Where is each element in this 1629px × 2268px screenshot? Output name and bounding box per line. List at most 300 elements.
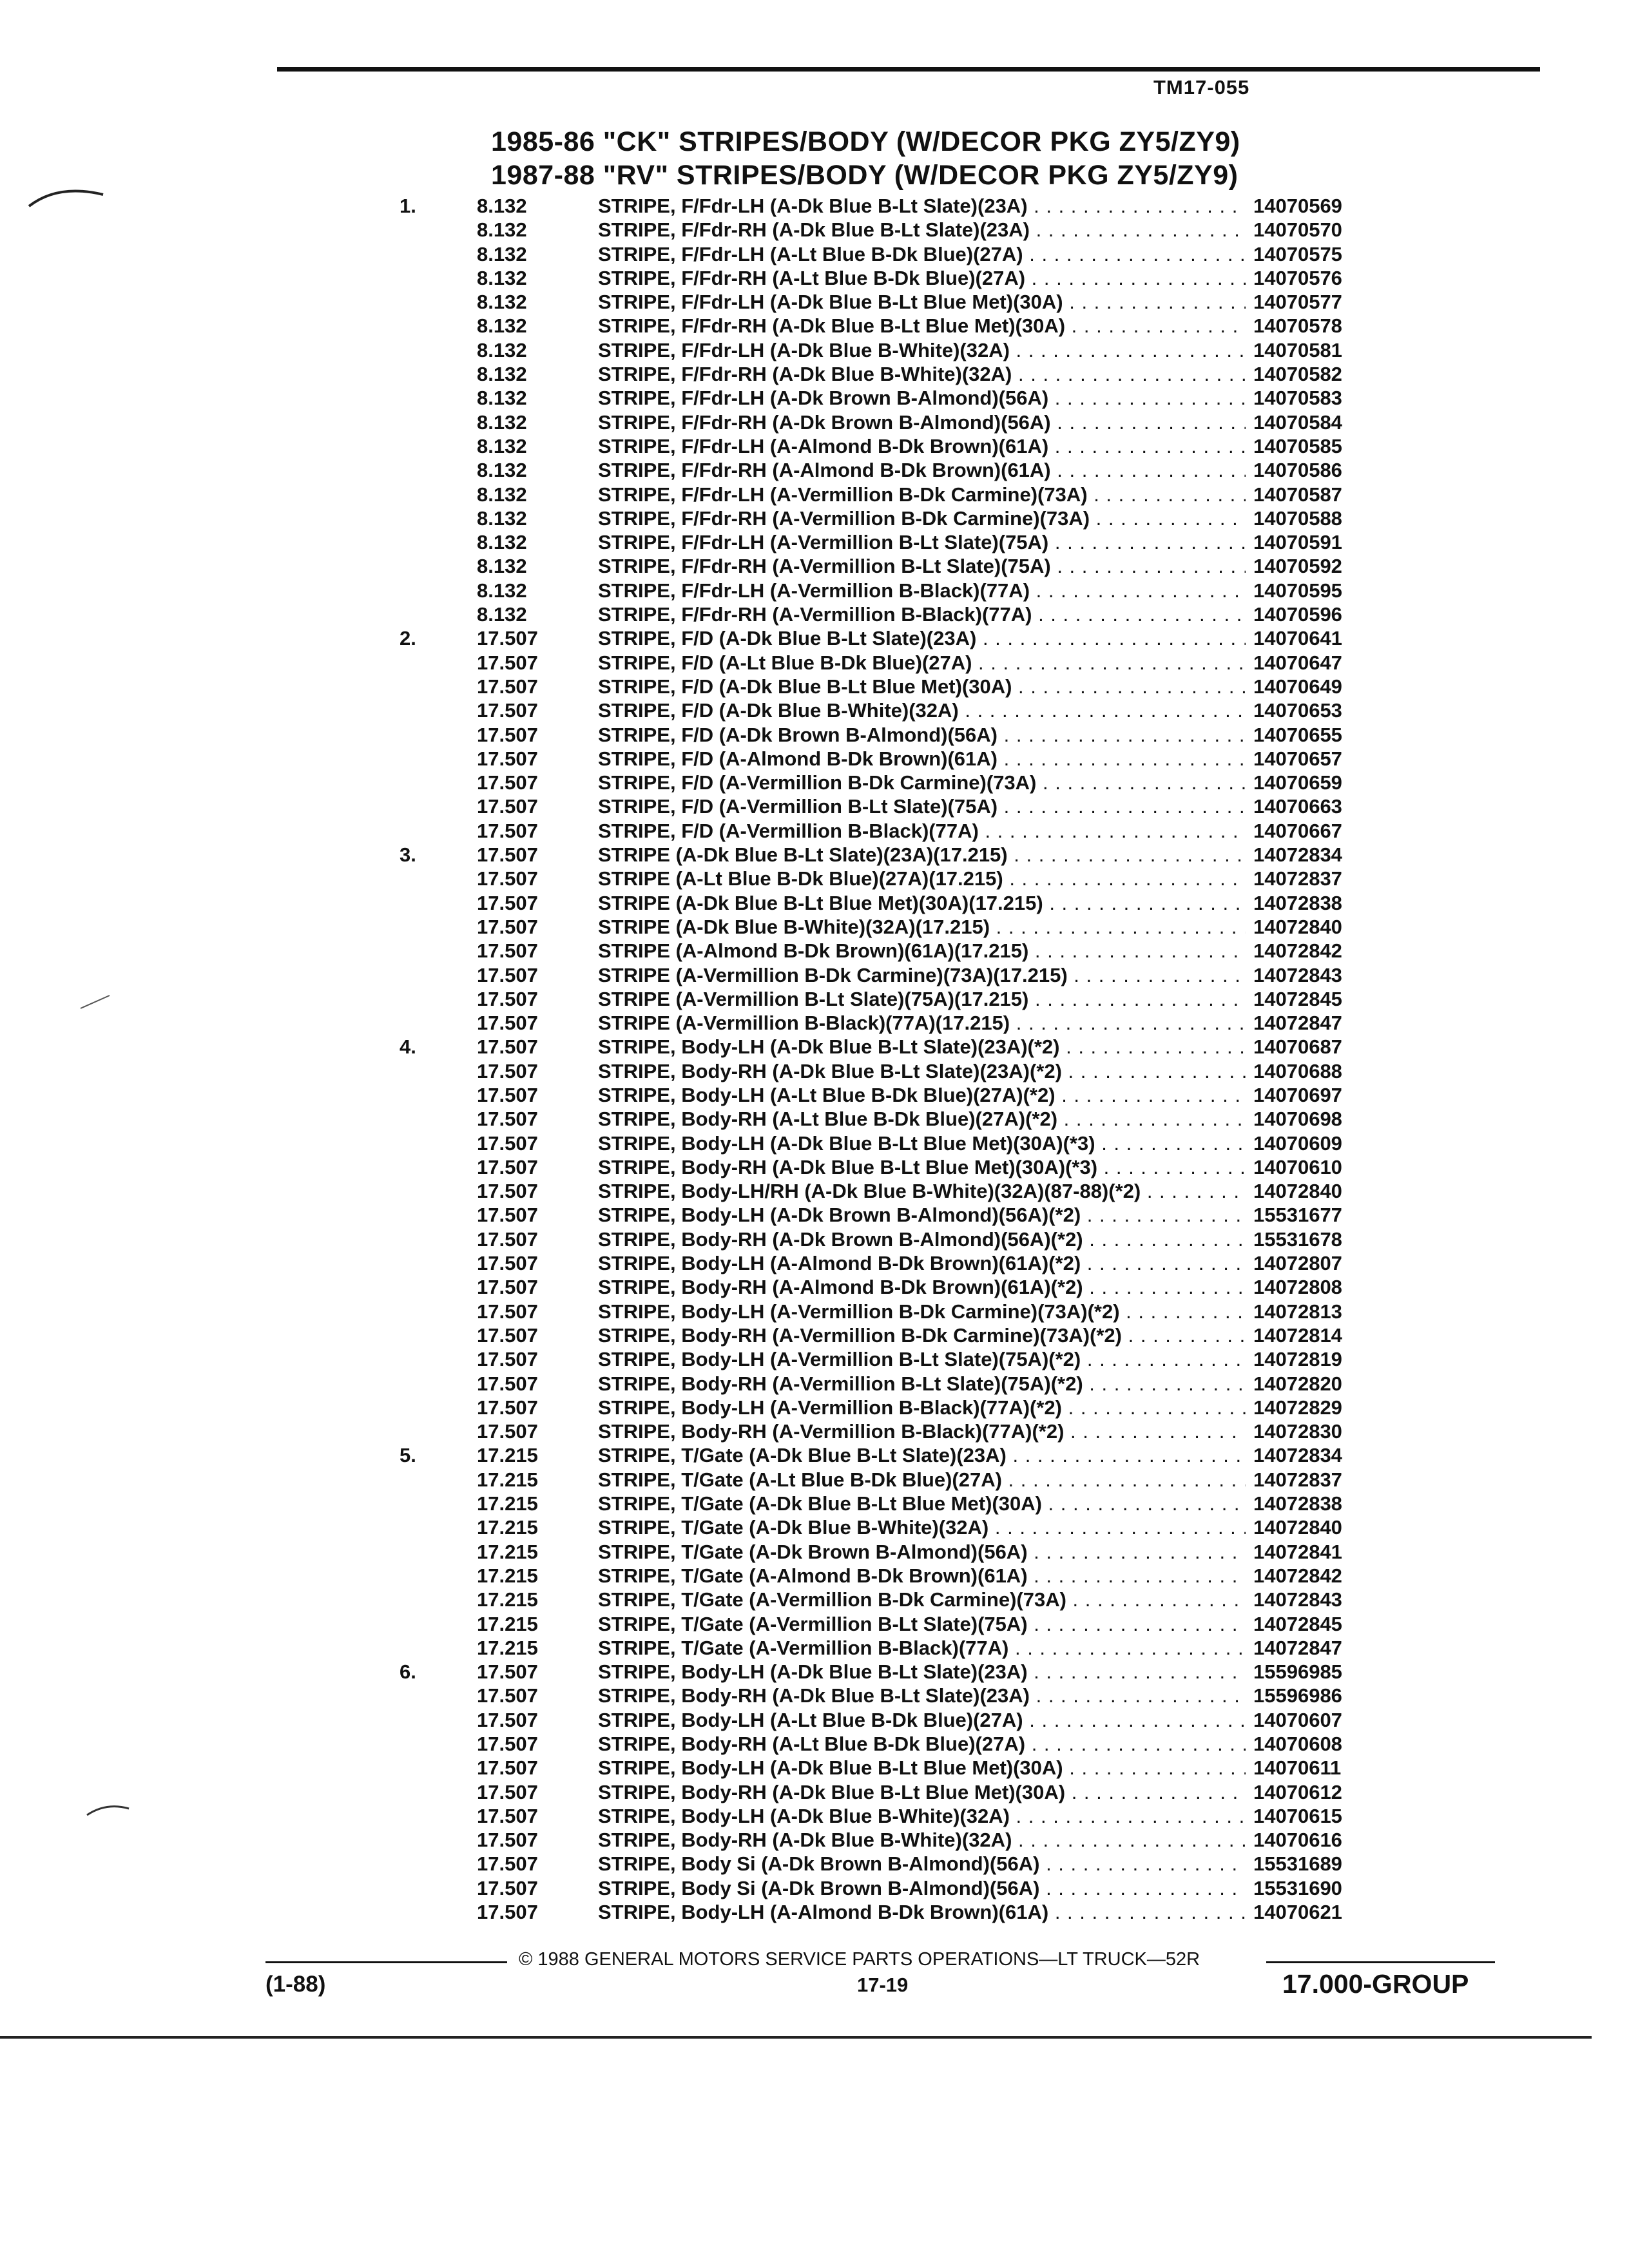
part-number: 14070610	[1253, 1155, 1342, 1178]
part-description: STRIPE, Body-LH (A-Vermillion B-Dk Carmine)(73A)(*2) . . .	[598, 1300, 1246, 1323]
part-row	[0, 1636, 1629, 1660]
part-description: STRIPE, Body-RH (A-Dk Brown B-Almond)(56A)(*2) . . .	[598, 1227, 1246, 1251]
part-description: STRIPE, F/Fdr-RH (A-Vermillion B-Dk Carmine)(73A) . . .	[598, 506, 1246, 530]
part-number: 14070667	[1253, 819, 1342, 842]
part-row	[0, 987, 1629, 1011]
part-row	[0, 1300, 1629, 1323]
part-number: 14070585	[1253, 434, 1342, 457]
group-number: 17.507	[477, 987, 538, 1010]
part-description: STRIPE (A-Dk Blue B-White)(32A)(17.215) . . .	[598, 915, 1246, 939]
part-number: 14070687	[1253, 1035, 1342, 1059]
part-row	[0, 1179, 1629, 1203]
footer-rule-left	[265, 1961, 507, 1963]
part-description: STRIPE, F/D (A-Dk Blue B-Lt Blue Met)(30A) . . .	[598, 675, 1246, 698]
part-description: STRIPE, F/Fdr-RH (A-Dk Blue B-Lt Blue Met)(30A) . . .	[598, 314, 1246, 338]
part-description: STRIPE, T/Gate (A-Vermillion B-Lt Slate)(75A) . . .	[598, 1612, 1246, 1636]
group-number: 17.507	[477, 675, 538, 698]
part-description: STRIPE, F/Fdr-LH (A-Dk Blue B-White)(32A) . . .	[598, 338, 1246, 362]
group-number: 17.507	[477, 1876, 538, 1899]
group-number: 17.507	[477, 963, 538, 986]
part-description: STRIPE, F/D (A-Lt Blue B-Dk Blue)(27A) . . .	[598, 651, 1246, 675]
part-row	[0, 386, 1629, 410]
part-description: STRIPE, T/Gate (A-Dk Brown B-Almond)(56A) . . .	[598, 1540, 1246, 1564]
group-number: 8.132	[477, 242, 527, 265]
part-row	[0, 1251, 1629, 1275]
part-number: 14070649	[1253, 675, 1342, 698]
part-number: 14072840	[1253, 915, 1342, 938]
part-row	[0, 1708, 1629, 1732]
group-number: 17.507	[477, 1852, 538, 1876]
part-description: STRIPE, Body-LH (A-Almond B-Dk Brown)(61A) . . .	[598, 1900, 1246, 1924]
part-row	[0, 1083, 1629, 1107]
group-number: 17.507	[477, 1348, 538, 1371]
part-number: 14072830	[1253, 1420, 1342, 1443]
group-number: 8.132	[477, 434, 527, 457]
group-number: 8.132	[477, 195, 527, 217]
part-row	[0, 194, 1629, 218]
part-row	[0, 1876, 1629, 1900]
scan-mark-1	[26, 180, 116, 219]
part-row	[0, 891, 1629, 915]
part-description: STRIPE, Body-RH (A-Dk Blue B-Lt Slate)(23A)(*2) . . .	[598, 1059, 1246, 1083]
part-row	[0, 530, 1629, 554]
part-number: 14070697	[1253, 1083, 1342, 1106]
part-description: STRIPE (A-Dk Blue B-Lt Slate)(23A)(17.215) . . .	[598, 843, 1246, 867]
part-number: 14070570	[1253, 218, 1342, 242]
part-row	[0, 1131, 1629, 1155]
part-row	[0, 410, 1629, 434]
part-description: STRIPE, F/Fdr-LH (A-Dk Blue B-Lt Blue Met)(30A) . . .	[598, 290, 1246, 314]
part-number: 14070688	[1253, 1059, 1342, 1082]
part-description: STRIPE, Body-LH (A-Dk Blue B-Lt Blue Met)(30A) . . .	[598, 1756, 1246, 1780]
part-description: STRIPE, T/Gate (A-Dk Blue B-White)(32A) . . .	[598, 1515, 1246, 1539]
part-description: STRIPE, F/Fdr-LH (A-Dk Blue B-Lt Slate)(23A) . . .	[598, 194, 1246, 218]
part-number: 14072820	[1253, 1372, 1342, 1395]
part-number: 14072834	[1253, 1444, 1342, 1467]
part-number: 14070653	[1253, 699, 1342, 722]
group-number: 17.215	[477, 1564, 538, 1587]
part-row	[0, 747, 1629, 771]
group-number: 17.507	[477, 795, 538, 818]
part-description: STRIPE, Body-LH/RH (A-Dk Blue B-White)(32A)(87-88)(*2) . . .	[598, 1179, 1246, 1203]
item-number: 3.	[400, 843, 416, 867]
part-number: 14072814	[1253, 1323, 1342, 1347]
part-description: STRIPE, F/D (A-Almond B-Dk Brown)(61A) . . .	[598, 747, 1246, 771]
part-description: STRIPE, F/D (A-Vermillion B-Dk Carmine)(73A) . . .	[598, 771, 1246, 794]
group-number: 17.507	[477, 1733, 538, 1755]
group-number: 17.215	[477, 1588, 538, 1611]
part-description: STRIPE, Body-RH (A-Vermillion B-Lt Slate)(75A)(*2) . . .	[598, 1372, 1246, 1396]
part-description: STRIPE, F/D (A-Dk Blue B-White)(32A) . . .	[598, 698, 1246, 722]
part-row	[0, 554, 1629, 578]
part-description: STRIPE, T/Gate (A-Lt Blue B-Dk Blue)(27A) . . .	[598, 1468, 1246, 1492]
group-number: 17.215	[477, 1612, 538, 1635]
group-number: 17.507	[477, 1227, 538, 1251]
part-number: 14070586	[1253, 459, 1342, 482]
part-description: STRIPE, Body-RH (A-Lt Blue B-Dk Blue)(27A)(*2) . . .	[598, 1107, 1246, 1131]
part-row	[0, 1564, 1629, 1588]
part-row	[0, 1588, 1629, 1611]
part-row	[0, 362, 1629, 386]
group-number: 17.507	[477, 723, 538, 746]
group-number: 17.507	[477, 699, 538, 722]
group-number: 17.507	[477, 627, 538, 650]
part-row	[0, 1756, 1629, 1780]
part-number: 15531678	[1253, 1227, 1342, 1251]
group-number: 17.507	[477, 651, 538, 674]
group-number: 17.507	[477, 1204, 538, 1227]
group-number: 17.507	[477, 1083, 538, 1106]
part-row	[0, 939, 1629, 963]
part-row	[0, 1035, 1629, 1059]
group-number: 8.132	[477, 579, 527, 602]
part-row	[0, 1852, 1629, 1876]
part-description: STRIPE, Body-LH (A-Dk Blue B-Lt Slate)(23A)(*2) . . .	[598, 1035, 1246, 1059]
part-row	[0, 506, 1629, 530]
part-description: STRIPE, Body-RH (A-Lt Blue B-Dk Blue)(27A) . . .	[598, 1732, 1246, 1756]
group-number: 17.507	[477, 771, 538, 794]
group-number: 17.507	[477, 1372, 538, 1395]
item-number: 1.	[400, 195, 416, 217]
part-number: 14072838	[1253, 1492, 1342, 1515]
part-number: 14070621	[1253, 1901, 1342, 1924]
part-number: 14072819	[1253, 1348, 1342, 1371]
part-description: STRIPE, Body Si (A-Dk Brown B-Almond)(56A) . . .	[598, 1852, 1246, 1876]
part-number: 14070607	[1253, 1708, 1342, 1731]
part-number: 14070581	[1253, 338, 1342, 361]
part-row	[0, 626, 1629, 650]
part-number: 14072843	[1253, 1588, 1342, 1611]
part-number: 14072843	[1253, 963, 1342, 986]
part-description: STRIPE, F/D (A-Vermillion B-Lt Slate)(75A) . . .	[598, 794, 1246, 818]
group-number: 17.507	[477, 867, 538, 890]
group-number: 17.507	[477, 939, 538, 963]
group-number: 17.507	[477, 1276, 538, 1299]
footer-rule-right	[1266, 1961, 1495, 1963]
part-number: 14072838	[1253, 891, 1342, 914]
group-number: 17.507	[477, 915, 538, 938]
part-description: STRIPE, F/Fdr-LH (A-Dk Brown B-Almond)(56A) . . .	[598, 386, 1246, 410]
part-number: 14070657	[1253, 747, 1342, 770]
group-number: 17.507	[477, 1252, 538, 1275]
part-number: 14070569	[1253, 195, 1342, 217]
group-number: 17.507	[477, 1300, 538, 1323]
group-number: 17.507	[477, 1684, 538, 1707]
footer-group: 17.000-GROUP	[1282, 1969, 1469, 1999]
part-number: 14070609	[1253, 1131, 1342, 1155]
group-number: 17.507	[477, 1323, 538, 1347]
part-row	[0, 1515, 1629, 1539]
part-number: 14072840	[1253, 1516, 1342, 1539]
part-number: 14070616	[1253, 1829, 1342, 1852]
part-number: 14072807	[1253, 1252, 1342, 1275]
group-number: 17.507	[477, 1420, 538, 1443]
page-title-line-1: 1985-86 "CK" STRIPES/BODY (W/DECOR PKG ZY5/ZY9)	[491, 126, 1240, 157]
part-description: STRIPE (A-Dk Blue B-Lt Blue Met)(30A)(17.215) . . .	[598, 891, 1246, 915]
group-number: 17.507	[477, 747, 538, 770]
part-number: 14072842	[1253, 1564, 1342, 1587]
group-number: 17.507	[477, 1180, 538, 1203]
part-row	[0, 458, 1629, 482]
group-number: 8.132	[477, 410, 527, 434]
document-id: TM17-055	[1153, 76, 1250, 99]
part-row	[0, 1275, 1629, 1299]
group-number: 17.507	[477, 843, 538, 867]
part-description: STRIPE (A-Lt Blue B-Dk Blue)(27A)(17.215) . . .	[598, 867, 1246, 890]
part-row	[0, 434, 1629, 458]
part-row	[0, 1107, 1629, 1131]
part-row	[0, 1011, 1629, 1035]
group-number: 17.507	[477, 1829, 538, 1852]
part-number: 14070641	[1253, 627, 1342, 650]
part-number: 14070591	[1253, 531, 1342, 554]
part-number: 14070575	[1253, 242, 1342, 265]
part-description: STRIPE, T/Gate (A-Dk Blue B-Lt Blue Met)(30A) . . .	[598, 1492, 1246, 1515]
part-number: 14070578	[1253, 314, 1342, 338]
part-number: 14072847	[1253, 1636, 1342, 1659]
part-description: STRIPE, F/Fdr-RH (A-Lt Blue B-Dk Blue)(27A) . . .	[598, 266, 1246, 290]
part-row	[0, 1684, 1629, 1707]
part-description: STRIPE, F/D (A-Dk Blue B-Lt Slate)(23A) . . .	[598, 626, 1246, 650]
part-number: 15596986	[1253, 1684, 1342, 1707]
part-number: 14072808	[1253, 1276, 1342, 1299]
part-description: STRIPE, Body-LH (A-Dk Brown B-Almond)(56A)(*2) . . .	[598, 1203, 1246, 1227]
part-number: 14070612	[1253, 1780, 1342, 1803]
part-number: 14072845	[1253, 987, 1342, 1010]
group-number: 8.132	[477, 387, 527, 410]
part-description: STRIPE, T/Gate (A-Dk Blue B-Lt Slate)(23A) . . .	[598, 1443, 1246, 1467]
footer-copyright: © 1988 GENERAL MOTORS SERVICE PARTS OPERATIONS—LT TRUCK—52R	[519, 1949, 1200, 1970]
group-number: 17.215	[477, 1492, 538, 1515]
part-number: 14070577	[1253, 291, 1342, 314]
part-description: STRIPE, Body-RH (A-Dk Blue B-Lt Blue Met)(30A)(*3) . . .	[598, 1155, 1246, 1179]
group-number: 8.132	[477, 531, 527, 554]
part-row	[0, 1780, 1629, 1804]
part-description: STRIPE, F/Fdr-RH (A-Dk Brown B-Almond)(56A) . . .	[598, 410, 1246, 434]
part-row	[0, 651, 1629, 675]
part-row	[0, 843, 1629, 867]
part-number: 14070663	[1253, 795, 1342, 818]
part-row	[0, 723, 1629, 747]
part-number: 14072837	[1253, 1468, 1342, 1491]
group-number: 17.215	[477, 1540, 538, 1563]
group-number: 17.507	[477, 1660, 538, 1684]
scan-mark-3	[84, 1801, 135, 1820]
part-number: 15531690	[1253, 1876, 1342, 1899]
part-description: STRIPE, Body-LH (A-Vermillion B-Black)(77A)(*2) . . .	[598, 1396, 1246, 1419]
part-description: STRIPE, F/Fdr-LH (A-Vermillion B-Lt Slate)(75A) . . .	[598, 530, 1246, 554]
group-number: 17.507	[477, 1059, 538, 1082]
part-description: STRIPE, F/Fdr-LH (A-Almond B-Dk Brown)(61A) . . .	[598, 434, 1246, 458]
group-number: 17.507	[477, 1155, 538, 1178]
part-description: STRIPE, F/Fdr-RH (A-Dk Blue B-White)(32A) . . .	[598, 362, 1246, 386]
part-row	[0, 602, 1629, 626]
part-row	[0, 1396, 1629, 1419]
part-row	[0, 1540, 1629, 1564]
group-number: 17.507	[477, 1035, 538, 1059]
part-description: STRIPE, F/Fdr-LH (A-Vermillion B-Dk Carmine)(73A) . . .	[598, 483, 1246, 506]
part-row	[0, 1900, 1629, 1924]
item-number: 6.	[400, 1660, 416, 1684]
part-number: 14072841	[1253, 1540, 1342, 1563]
group-number: 8.132	[477, 314, 527, 338]
part-row	[0, 819, 1629, 843]
part-description: STRIPE, Body-RH (A-Vermillion B-Dk Carmine)(73A)(*2) . . .	[598, 1323, 1246, 1347]
part-description: STRIPE, Body-LH (A-Lt Blue B-Dk Blue)(27A)(*2) . . .	[598, 1083, 1246, 1107]
part-number: 14070576	[1253, 266, 1342, 289]
part-row	[0, 1443, 1629, 1467]
part-row	[0, 1828, 1629, 1852]
part-row	[0, 1323, 1629, 1347]
group-number: 17.215	[477, 1444, 538, 1467]
part-row	[0, 915, 1629, 939]
part-number: 14070588	[1253, 506, 1342, 530]
part-row	[0, 1612, 1629, 1636]
part-description: STRIPE, Body-LH (A-Lt Blue B-Dk Blue)(27A) . . .	[598, 1708, 1246, 1732]
part-number: 15596985	[1253, 1660, 1342, 1684]
group-number: 8.132	[477, 291, 527, 314]
group-number: 8.132	[477, 483, 527, 506]
scan-mark-2	[77, 992, 116, 1012]
part-row	[0, 867, 1629, 890]
part-number: 14072829	[1253, 1396, 1342, 1419]
part-row	[0, 579, 1629, 602]
part-description: STRIPE, F/D (A-Vermillion B-Black)(77A) . . .	[598, 819, 1246, 843]
part-description: STRIPE, Body-LH (A-Dk Blue B-Lt Slate)(23A) . . .	[598, 1660, 1246, 1684]
part-row	[0, 1347, 1629, 1371]
part-row	[0, 338, 1629, 362]
part-number: 15531677	[1253, 1204, 1342, 1227]
group-number: 17.507	[477, 1756, 538, 1780]
part-description: STRIPE (A-Almond B-Dk Brown)(61A)(17.215) . . .	[598, 939, 1246, 963]
part-description: STRIPE, Body-LH (A-Dk Blue B-Lt Blue Met)(30A)(*3) . . .	[598, 1131, 1246, 1155]
group-number: 17.507	[477, 1131, 538, 1155]
part-row	[0, 1372, 1629, 1396]
item-number: 5.	[400, 1444, 416, 1467]
part-description: STRIPE, F/Fdr-RH (A-Almond B-Dk Brown)(61A) . . .	[598, 458, 1246, 482]
part-row	[0, 1419, 1629, 1443]
group-number: 8.132	[477, 363, 527, 386]
part-row	[0, 1660, 1629, 1684]
part-description: STRIPE, Body-RH (A-Dk Blue B-Lt Blue Met)(30A) . . .	[598, 1780, 1246, 1804]
part-number: 15531689	[1253, 1852, 1342, 1876]
part-number: 14070615	[1253, 1804, 1342, 1827]
part-row	[0, 963, 1629, 987]
part-description: STRIPE, Body-LH (A-Vermillion B-Lt Slate)(75A)(*2) . . .	[598, 1347, 1246, 1371]
part-description: STRIPE (A-Vermillion B-Dk Carmine)(73A)(17.215) . . .	[598, 963, 1246, 987]
footer-date: (1-88)	[265, 1972, 326, 1997]
part-number: 14070698	[1253, 1108, 1342, 1131]
part-description: STRIPE, T/Gate (A-Almond B-Dk Brown)(61A) . . .	[598, 1564, 1246, 1588]
part-row	[0, 771, 1629, 794]
group-number: 8.132	[477, 459, 527, 482]
group-number: 8.132	[477, 506, 527, 530]
item-number: 2.	[400, 627, 416, 650]
part-number: 14070659	[1253, 771, 1342, 794]
part-number: 14072834	[1253, 843, 1342, 867]
footer-page-number: 17-19	[857, 1974, 909, 1996]
part-description: STRIPE, T/Gate (A-Vermillion B-Dk Carmine)(73A) . . .	[598, 1588, 1246, 1611]
part-row	[0, 1203, 1629, 1227]
part-number: 14070592	[1253, 555, 1342, 578]
part-number: 14070583	[1253, 387, 1342, 410]
part-row	[0, 1732, 1629, 1756]
part-description: STRIPE (A-Vermillion B-Black)(77A)(17.215) . . .	[598, 1011, 1246, 1035]
group-number: 17.507	[477, 1708, 538, 1731]
group-number: 8.132	[477, 603, 527, 626]
part-row	[0, 218, 1629, 242]
group-number: 8.132	[477, 338, 527, 361]
part-number: 14070608	[1253, 1733, 1342, 1755]
group-number: 17.507	[477, 1108, 538, 1131]
part-row	[0, 483, 1629, 506]
part-description: STRIPE, Body Si (A-Dk Brown B-Almond)(56A) . . .	[598, 1876, 1246, 1900]
part-row	[0, 698, 1629, 722]
part-description: STRIPE, F/Fdr-RH (A-Vermillion B-Lt Slate)(75A) . . .	[598, 554, 1246, 578]
group-number: 17.507	[477, 1396, 538, 1419]
part-number: 14070655	[1253, 723, 1342, 746]
group-number: 17.215	[477, 1636, 538, 1659]
parts-list	[0, 194, 1629, 1924]
part-description: STRIPE, Body-RH (A-Almond B-Dk Brown)(61A)(*2) . . .	[598, 1275, 1246, 1299]
part-row	[0, 675, 1629, 698]
part-description: STRIPE, Body-LH (A-Almond B-Dk Brown)(61A)(*2) . . .	[598, 1251, 1246, 1275]
item-number: 4.	[400, 1035, 416, 1059]
part-description: STRIPE, F/Fdr-RH (A-Vermillion B-Black)(77A) . . .	[598, 602, 1246, 626]
part-row	[0, 266, 1629, 290]
group-number: 17.507	[477, 1012, 538, 1035]
part-description: STRIPE, F/Fdr-RH (A-Dk Blue B-Lt Slate)(23A) . . .	[598, 218, 1246, 242]
part-description: STRIPE, Body-LH (A-Dk Blue B-White)(32A) . . .	[598, 1804, 1246, 1828]
bottom-rule	[0, 2036, 1592, 2039]
group-number: 17.507	[477, 1804, 538, 1827]
part-number: 14070582	[1253, 363, 1342, 386]
part-description: STRIPE, F/Fdr-LH (A-Lt Blue B-Dk Blue)(27A) . . .	[598, 242, 1246, 266]
part-number: 14072840	[1253, 1180, 1342, 1203]
part-number: 14070647	[1253, 651, 1342, 674]
part-number: 14072847	[1253, 1012, 1342, 1035]
group-number: 17.507	[477, 891, 538, 914]
group-number: 17.507	[477, 819, 538, 842]
part-description: STRIPE, F/D (A-Dk Brown B-Almond)(56A) . . .	[598, 723, 1246, 747]
part-description: STRIPE, T/Gate (A-Vermillion B-Black)(77A) . . .	[598, 1636, 1246, 1660]
part-number: 14070596	[1253, 603, 1342, 626]
part-description: STRIPE, Body-RH (A-Dk Blue B-White)(32A) . . .	[598, 1828, 1246, 1852]
part-row	[0, 1059, 1629, 1083]
part-row	[0, 290, 1629, 314]
part-number: 14072813	[1253, 1300, 1342, 1323]
part-row	[0, 314, 1629, 338]
part-row	[0, 794, 1629, 818]
part-row	[0, 1155, 1629, 1179]
part-number: 14070595	[1253, 579, 1342, 602]
group-number: 8.132	[477, 555, 527, 578]
page-title-line-2: 1987-88 "RV" STRIPES/BODY (W/DECOR PKG ZY5/ZY9)	[491, 160, 1239, 191]
part-description: STRIPE, Body-RH (A-Vermillion B-Black)(77A)(*2) . . .	[598, 1419, 1246, 1443]
part-number: 14070611	[1253, 1756, 1342, 1780]
part-row	[0, 1468, 1629, 1492]
group-number: 8.132	[477, 266, 527, 289]
part-row	[0, 1227, 1629, 1251]
part-number: 14070584	[1253, 410, 1342, 434]
group-number: 17.507	[477, 1901, 538, 1924]
part-description: STRIPE, F/Fdr-LH (A-Vermillion B-Black)(77A) . . .	[598, 579, 1246, 602]
group-number: 17.507	[477, 1780, 538, 1803]
part-row	[0, 1804, 1629, 1828]
group-number: 17.215	[477, 1468, 538, 1491]
part-description: STRIPE, Body-RH (A-Dk Blue B-Lt Slate)(23A) . . .	[598, 1684, 1246, 1707]
part-number: 14072842	[1253, 939, 1342, 963]
